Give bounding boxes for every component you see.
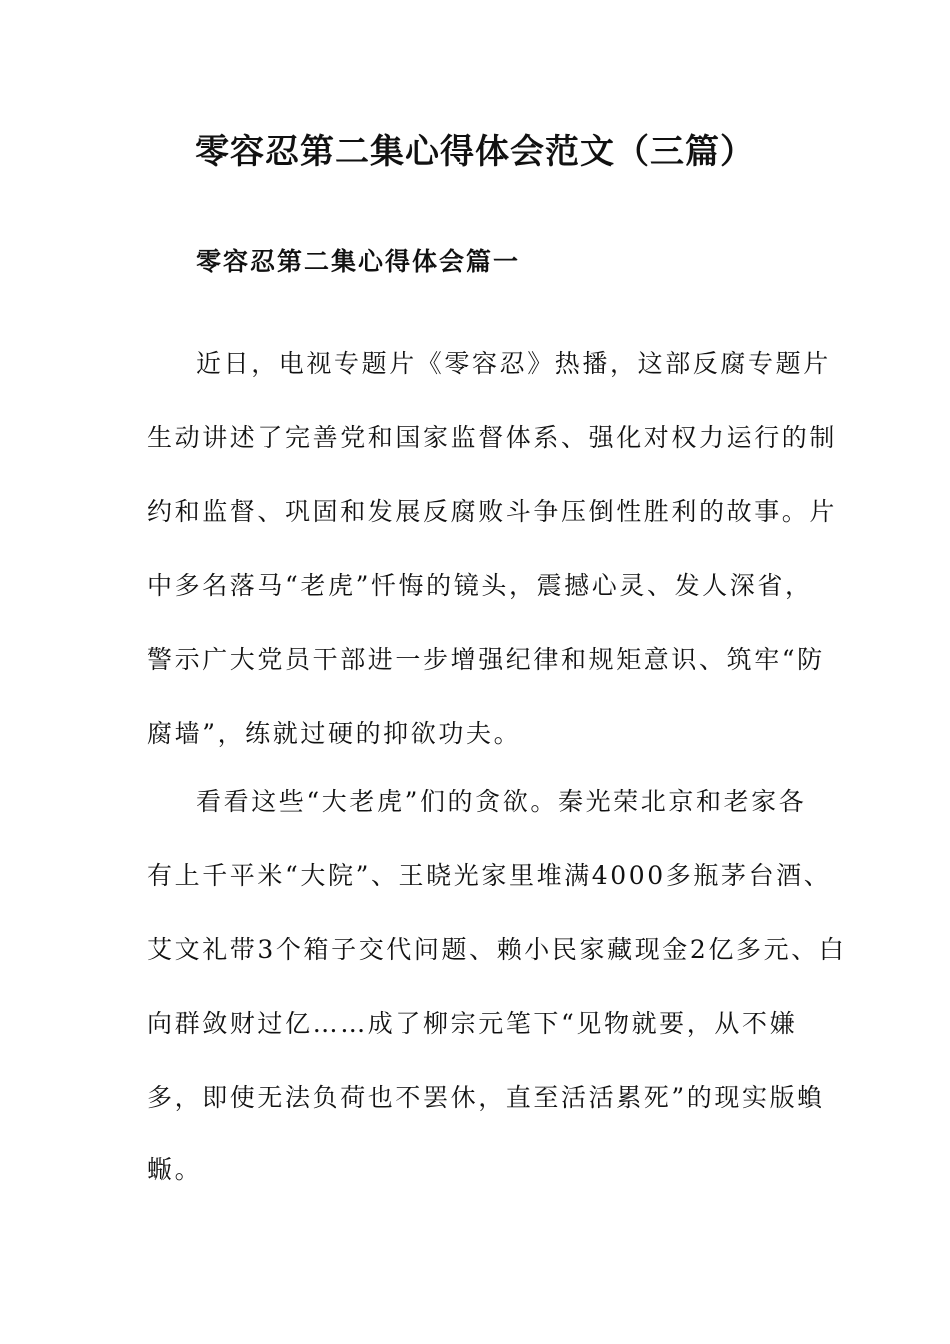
paragraph-line: 警示广大党员干部进一步增强纪律和规矩意识、筑牢“防: [147, 645, 825, 674]
paragraph-line: 蝂。: [147, 1155, 203, 1184]
paragraph-line: 艾文礼带3个箱子交代问题、赖小民家藏现金2亿多元、白: [147, 935, 847, 964]
paragraph-line: 有上千平米“大院”、王晓光家里堆满4000多瓶茅台酒、: [147, 861, 832, 890]
paragraph-line: 看看这些“大老虎”们的贪欲。秦光荣北京和老家各: [196, 787, 807, 816]
paragraph-line: 约和监督、巩固和发展反腐败斗争压倒性胜利的故事。片: [147, 497, 838, 526]
paragraph-line: 生动讲述了完善党和国家监督体系、强化对权力运行的制: [147, 423, 838, 452]
section-heading: 零容忍第二集心得体会篇一: [196, 247, 521, 276]
document-title: 零容忍第二集心得体会范文（三篇）: [195, 132, 755, 172]
paragraph-line: 向群敛财过亿……成了柳宗元笔下“见物就要，从不嫌: [147, 1009, 798, 1038]
paragraph-line: 腐墙”，练就过硬的抑欲功夫。: [147, 719, 522, 748]
paragraph-line: 多，即使无法负荷也不罢休，直至活活累死”的现实版蝜: [147, 1083, 825, 1112]
paragraph-line: 中多名落马“老虎”忏悔的镜头，震撼心灵、发人深省，: [147, 571, 813, 600]
paragraph-line: 近日，电视专题片《零容忍》热播，这部反腐专题片: [196, 349, 831, 378]
